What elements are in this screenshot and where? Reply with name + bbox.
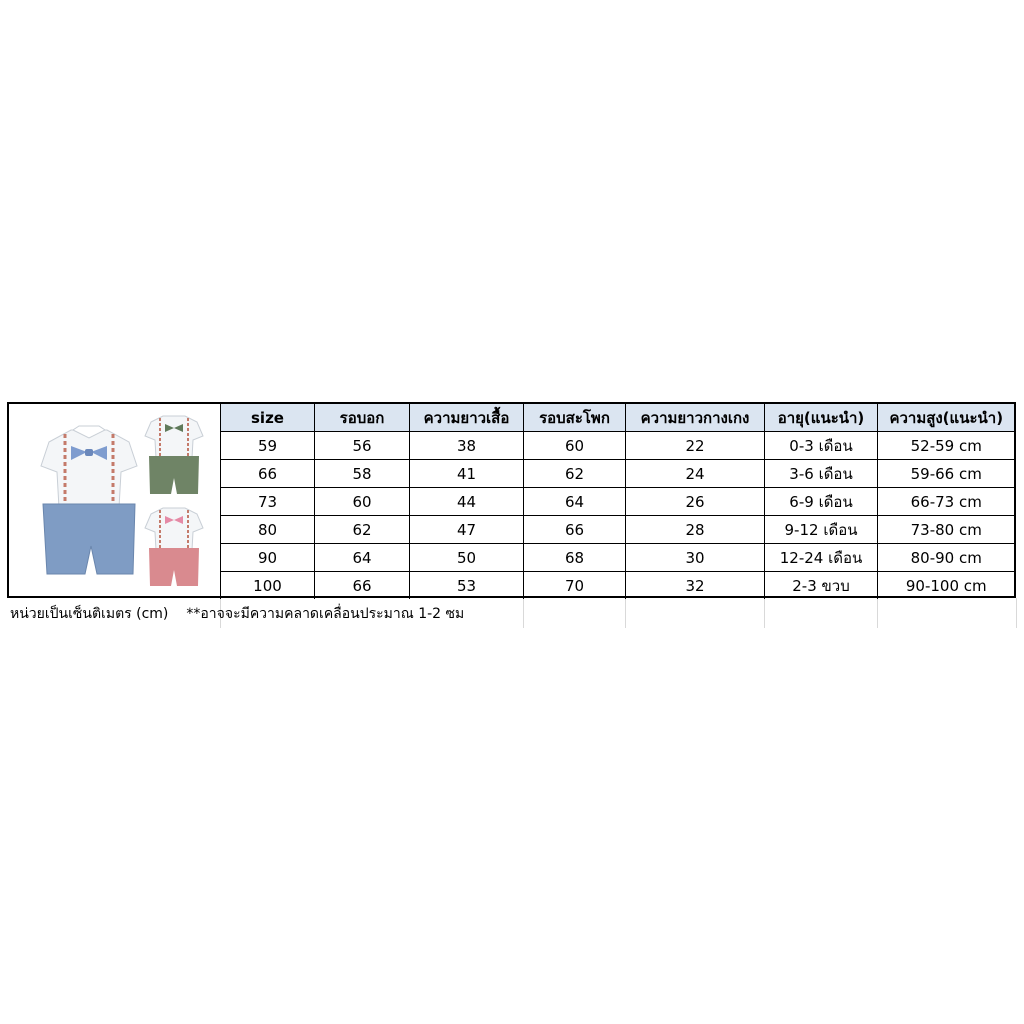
header-pants-length: ความยาวกางเกง <box>626 404 765 432</box>
table-frame <box>7 402 1016 598</box>
table-cell: 59 <box>221 432 315 460</box>
table-cell: 73-80 cm <box>878 516 1015 544</box>
grid-line <box>877 598 878 628</box>
table-cell: 70 <box>524 572 626 600</box>
table-cell: 62 <box>315 516 410 544</box>
header-hip: รอบสะโพก <box>524 404 626 432</box>
table-cell: 100 <box>221 572 315 600</box>
table-cell: 26 <box>626 488 765 516</box>
table-cell: 90 <box>221 544 315 572</box>
table-cell: 2-3 ขวบ <box>765 572 878 600</box>
table-cell: 24 <box>626 460 765 488</box>
tolerance-note: **อาจจะมีความคลาดเคลื่อนประมาณ 1-2 ซม <box>186 606 465 622</box>
header-shirt-length: ความยาวเสื้อ <box>410 404 524 432</box>
table-cell: 47 <box>410 516 524 544</box>
footnote <box>10 603 482 625</box>
table-cell: 80 <box>221 516 315 544</box>
table-cell: 80-90 cm <box>878 544 1015 572</box>
table-cell: 64 <box>315 544 410 572</box>
grid-line <box>625 598 626 628</box>
grid-line <box>523 598 524 628</box>
table-cell: 73 <box>221 488 315 516</box>
table-cell: 60 <box>315 488 410 516</box>
header-age: อายุ(แนะนำ) <box>765 404 878 432</box>
table-cell: 62 <box>524 460 626 488</box>
table-cell: 64 <box>524 488 626 516</box>
table-cell: 6-9 เดือน <box>765 488 878 516</box>
table-cell: 44 <box>410 488 524 516</box>
table-cell: 58 <box>315 460 410 488</box>
table-cell: 38 <box>410 432 524 460</box>
table-cell: 0-3 เดือน <box>765 432 878 460</box>
table-cell: 66 <box>221 460 315 488</box>
table-cell: 12-24 เดือน <box>765 544 878 572</box>
table-cell: 52-59 cm <box>878 432 1015 460</box>
grid-line <box>764 598 765 628</box>
table-cell: 22 <box>626 432 765 460</box>
table-cell: 32 <box>626 572 765 600</box>
table-cell: 41 <box>410 460 524 488</box>
table-cell: 50 <box>410 544 524 572</box>
unit-note: หน่วยเป็นเซ็นติเมตร (cm) <box>10 606 169 622</box>
table-cell: 3-6 เดือน <box>765 460 878 488</box>
header-height: ความสูง(แนะนำ) <box>878 404 1015 432</box>
table-cell: 68 <box>524 544 626 572</box>
table-cell: 59-66 cm <box>878 460 1015 488</box>
table-cell: 30 <box>626 544 765 572</box>
table-cell: 9-12 เดือน <box>765 516 878 544</box>
table-cell: 66 <box>315 572 410 600</box>
table-cell: 53 <box>410 572 524 600</box>
table-cell: 60 <box>524 432 626 460</box>
table-cell: 66 <box>524 516 626 544</box>
table-cell: 66-73 cm <box>878 488 1015 516</box>
header-chest: รอบอก <box>315 404 410 432</box>
header-size: size <box>221 404 315 432</box>
grid-line <box>1016 598 1017 628</box>
table-cell: 90-100 cm <box>878 572 1015 600</box>
table-cell: 28 <box>626 516 765 544</box>
table-cell: 56 <box>315 432 410 460</box>
